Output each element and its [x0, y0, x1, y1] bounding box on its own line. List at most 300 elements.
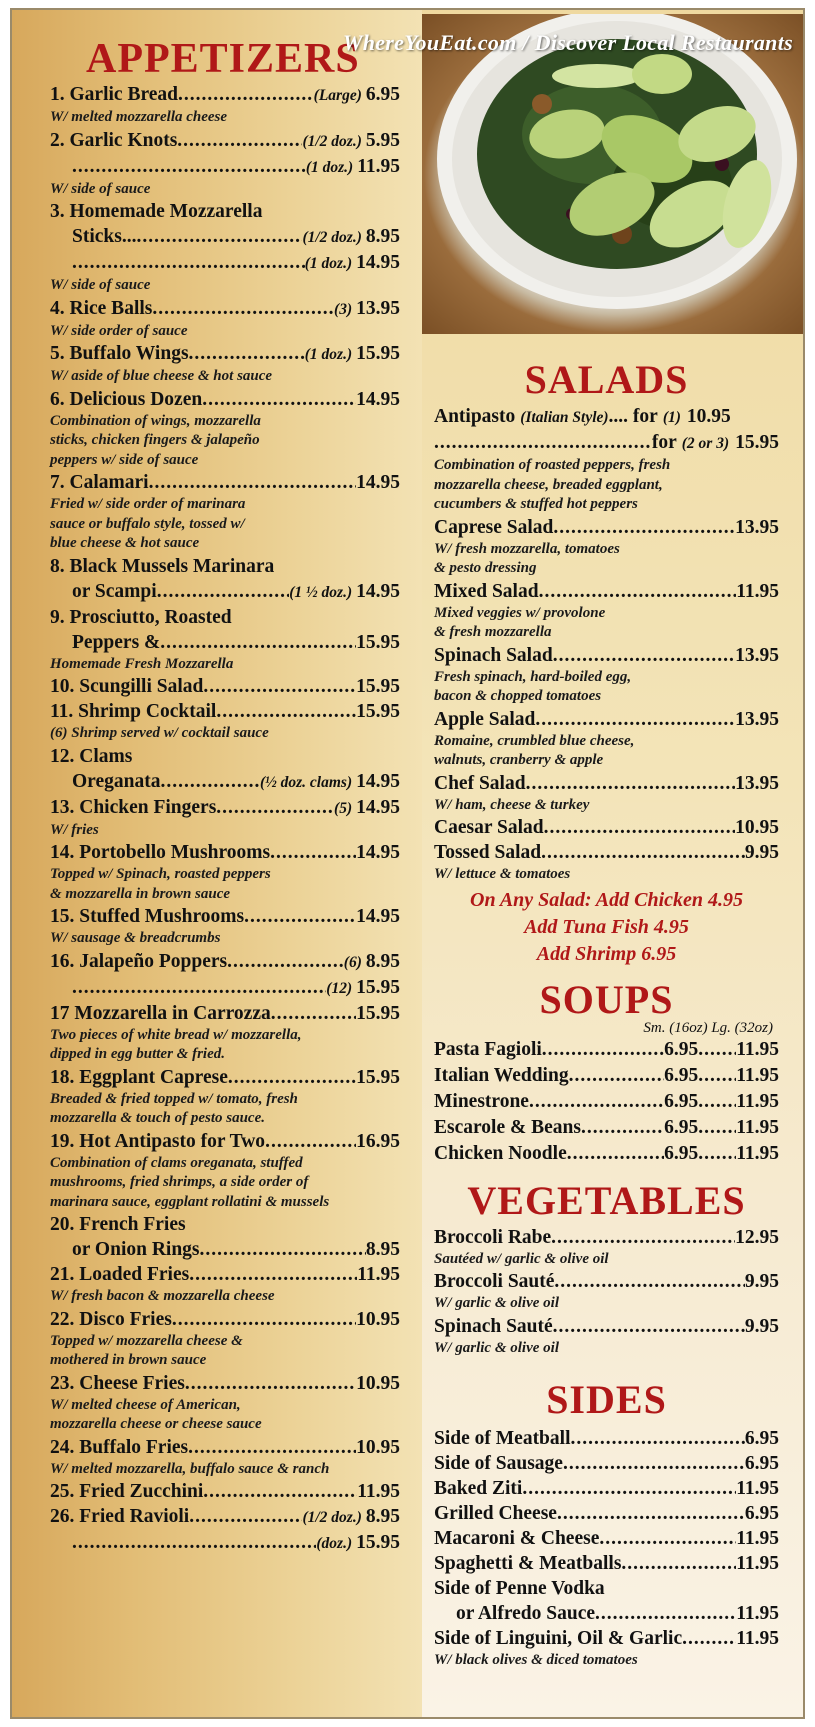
item-name: Side of Linguini, Oil & Garlic	[434, 1628, 683, 1649]
addon-tuna: Add Tuna Fish 4.95	[524, 915, 689, 938]
leader-dots	[72, 250, 305, 275]
leader-dots	[203, 674, 356, 699]
leader-dots	[551, 1225, 735, 1250]
leader-dots	[136, 224, 302, 249]
side-item	[434, 1476, 779, 1501]
salad-item	[434, 707, 779, 771]
item-price: 14.95	[356, 388, 400, 410]
item-name: 5. Buffalo Wings	[50, 343, 189, 364]
antipasto-desc: Combination of roasted peppers, fresh	[434, 457, 671, 473]
item-name: 15. Stuffed Mushrooms	[50, 906, 245, 927]
appetizer-item	[50, 605, 400, 675]
item-name-line	[50, 199, 400, 224]
antipasto-price-2: 15.95	[735, 432, 779, 453]
vegetable-item	[434, 1269, 779, 1314]
item-description: Topped w/ mozzarella cheese &	[50, 1332, 243, 1349]
appetizer-item	[50, 1129, 400, 1213]
item-price: 13.95	[735, 644, 779, 666]
salads-title: SALADS	[524, 357, 689, 402]
menu-item-line	[434, 1476, 779, 1501]
item-name-line	[434, 1576, 779, 1601]
right-column	[422, 10, 805, 1717]
leader-dots	[172, 1307, 356, 1332]
menu-item-line	[50, 1435, 400, 1460]
leader-dots	[621, 1551, 736, 1576]
item-description: W/ melted mozzarella, buffalo sauce & ranch	[50, 1460, 330, 1477]
item-price: 14.95	[356, 580, 400, 602]
item-price: 15.95	[356, 1532, 400, 1553]
leader-dots	[599, 1526, 736, 1551]
menu-item-line	[50, 341, 400, 367]
soup-small-price: 6.95	[664, 1064, 699, 1086]
item-description: marinara sauce, eggplant rollatini & mussels	[50, 1193, 330, 1210]
soup-item	[434, 1141, 779, 1167]
leader-dots	[216, 795, 334, 820]
appetizer-item	[50, 795, 400, 841]
vegetable-item	[434, 1314, 779, 1359]
item-price: 8.95	[365, 226, 400, 247]
side-item	[434, 1451, 779, 1476]
item-price: 11.95	[736, 580, 779, 602]
item-description: blue cheese & hot sauce	[50, 535, 200, 551]
leader-dots	[698, 1115, 736, 1141]
menu-item-line	[50, 1262, 400, 1287]
appetizer-item	[50, 699, 400, 744]
item-description: W/ garlic & olive oil	[434, 1339, 559, 1356]
item-name: 8. Black Mussels Marinara	[50, 555, 275, 577]
leader-dots	[228, 1065, 356, 1090]
item-price: 11.95	[736, 1603, 779, 1624]
item-description: Combination of clams oreganata, stuffed	[50, 1154, 303, 1171]
appetizer-item	[50, 296, 400, 342]
watermark: WhereYouEat.com / Discover Local Restaurants	[342, 30, 793, 55]
menu-item-line	[50, 904, 400, 929]
item-name: Chicken Noodle	[434, 1142, 567, 1164]
appetizer-item	[50, 341, 400, 387]
appetizer-item	[50, 1435, 400, 1480]
item-description: dipped in egg butter & fried.	[50, 1046, 225, 1062]
item-description: Two pieces of white bread w/ mozzarella,	[50, 1026, 302, 1043]
leader-dots	[72, 154, 306, 179]
leader-dots	[567, 1141, 664, 1167]
menu-item-line	[434, 1526, 779, 1551]
item-price: 6.95	[744, 1503, 779, 1524]
appetizer-item	[50, 1371, 400, 1435]
menu-item-line	[434, 643, 779, 668]
menu-item-line	[50, 387, 400, 412]
item-size: (1/2 doz.)	[302, 1509, 362, 1526]
item-description: Breaded & fried topped w/ tomato, fresh	[50, 1090, 298, 1107]
item-price: 15.95	[356, 343, 400, 364]
item-price: 5.95	[365, 129, 400, 151]
menu-item-line	[50, 250, 400, 276]
leader-dots	[202, 387, 356, 412]
appetizer-item	[50, 199, 400, 296]
soup-item	[434, 1063, 779, 1089]
leader-dots	[541, 840, 745, 865]
item-description: W/ melted mozzarella cheese	[50, 109, 228, 125]
item-name: Oreganata	[72, 770, 161, 792]
item-price: 11.95	[357, 1481, 400, 1502]
item-name: Broccoli Rabe	[434, 1226, 552, 1248]
addon-chicken: On Any Salad: Add Chicken 4.95	[470, 888, 743, 911]
item-name: 14. Portobello Mushrooms	[50, 842, 271, 863]
leader-dots	[189, 1504, 302, 1529]
leader-dots	[529, 1089, 664, 1115]
leader-dots	[178, 82, 314, 107]
item-name: Chef Salad	[434, 772, 526, 794]
item-name: 1. Garlic Bread	[50, 84, 178, 105]
item-size: (12)	[326, 979, 353, 997]
item-size: (1 doz.)	[304, 346, 353, 363]
menu-item-line	[50, 1479, 400, 1504]
menu-item-line	[434, 1601, 779, 1626]
antipasto-for-2: for	[651, 432, 677, 453]
item-description: W/ side order of sauce	[50, 322, 188, 339]
item-size: (1 doz.)	[304, 255, 353, 272]
menu-item-line	[434, 515, 779, 540]
item-price: 14.95	[356, 906, 400, 927]
appetizer-item	[50, 470, 400, 554]
leader-dots	[526, 771, 736, 796]
item-description: Fresh spinach, hard-boiled egg,	[434, 668, 632, 685]
item-name: 23. Cheese Fries	[50, 1372, 185, 1394]
item-description: W/ fresh mozzarella, tomatoes	[434, 540, 620, 557]
item-price: 15.95	[356, 1002, 400, 1024]
item-name: Side of Penne Vodka	[434, 1578, 605, 1599]
item-price: 10.95	[356, 1436, 400, 1458]
leader-dots	[595, 1601, 736, 1626]
menu-item-line	[50, 975, 400, 1001]
item-name: 12. Clams	[50, 745, 133, 767]
antipasto-size-2: (2 or 3)	[681, 435, 730, 452]
item-name: Italian Wedding	[434, 1064, 569, 1086]
item-size: (6)	[343, 953, 362, 971]
item-name: 6. Delicious Dozen	[50, 388, 203, 410]
item-price: 10.95	[356, 1372, 400, 1394]
item-price: 9.95	[744, 1271, 779, 1292]
item-price: 8.95	[365, 1239, 400, 1260]
menu-item-line	[434, 1501, 779, 1526]
salad-item	[434, 579, 779, 643]
soup-large-price: 11.95	[736, 1116, 779, 1138]
soups-title: SOUPS	[539, 976, 674, 1022]
item-description: mushrooms, fried shrimps, a side order of	[50, 1174, 309, 1190]
item-size: (1 doz.)	[305, 158, 354, 176]
menu-item-line	[50, 795, 400, 821]
item-description: mozzarella & touch of pesto sauce.	[50, 1110, 266, 1126]
item-price: 14.95	[356, 842, 400, 863]
antipasto-desc-3: cucumbers & stuffed hot peppers	[434, 496, 638, 512]
leader-dots	[698, 1089, 736, 1115]
item-name-line	[50, 1212, 400, 1237]
item-price: 9.95	[744, 1315, 779, 1337]
leader-dots	[698, 1037, 736, 1063]
item-size: (5)	[334, 799, 353, 817]
menu-item-line	[50, 470, 400, 495]
item-description: W/ sausage & breadcrumbs	[50, 930, 221, 946]
menu-item-line	[50, 1065, 400, 1090]
menu-item-line	[50, 949, 400, 975]
sides-title: SIDES	[546, 1377, 667, 1422]
side-item	[434, 1501, 779, 1526]
item-description: bacon & chopped tomatoes	[434, 688, 602, 704]
salad-item	[434, 643, 779, 707]
item-price: 13.95	[356, 297, 400, 319]
item-name: Apple Salad	[434, 708, 536, 730]
leader-dots	[698, 1141, 736, 1167]
item-description: Topped w/ Spinach, roasted peppers	[50, 866, 271, 882]
soup-small-price: 6.95	[664, 1090, 699, 1112]
item-name: Minestrone	[434, 1090, 529, 1112]
salad-antipasto: Antipasto (Italian Style) .... for (1) 10.95 ..... for (2 or 3) 15.95 Combination of roasted peppers, fresh mozzarella cheese, breaded eggplant, cucumbers & stuffed hot peppers	[434, 404, 779, 515]
salad-photo	[422, 14, 805, 334]
leader-dots	[189, 341, 305, 366]
leader-dots	[554, 1269, 744, 1294]
item-name: or Scampi	[72, 580, 157, 602]
salad-bowl-image	[422, 14, 805, 334]
item-price: 8.95	[365, 950, 400, 972]
vegetables-list	[434, 1225, 779, 1359]
leader-dots	[200, 1237, 366, 1262]
item-name: 19. Hot Antipasto for Two	[50, 1130, 266, 1152]
soup-small-price: 6.95	[664, 1142, 699, 1164]
item-name: 25. Fried Zucchini	[50, 1481, 204, 1502]
leader-dots	[189, 1262, 357, 1287]
leader-dots	[271, 1001, 356, 1026]
leader-dots	[698, 1063, 736, 1089]
appetizer-item	[50, 82, 400, 128]
item-name-line	[50, 554, 400, 579]
item-name: Broccoli Sauté	[434, 1271, 555, 1292]
menu-item-line	[50, 630, 400, 655]
item-price: 14.95	[356, 252, 400, 273]
item-name: 9. Prosciutto, Roasted	[50, 606, 232, 628]
item-price: 9.95	[744, 842, 779, 863]
item-price: 15.95	[356, 676, 400, 697]
leader-dots	[553, 643, 735, 668]
leader-dots	[535, 707, 735, 732]
soup-large-price: 11.95	[736, 1142, 779, 1164]
item-name: 22. Disco Fries	[50, 1308, 172, 1330]
leader-dots	[265, 1129, 356, 1154]
item-price: 11.95	[736, 1628, 779, 1649]
item-price: 10.95	[356, 1308, 400, 1330]
addon-shrimp: Add Shrimp 6.95	[536, 942, 677, 965]
menu-item-line	[50, 82, 400, 108]
vegetable-item	[434, 1225, 779, 1270]
menu-item-line	[50, 224, 400, 250]
antipasto-for: for	[632, 406, 658, 427]
menu-item-line	[50, 1307, 400, 1332]
leader-dots	[569, 1063, 664, 1089]
soup-item	[434, 1037, 779, 1063]
item-description: W/ garlic & olive oil	[434, 1295, 559, 1311]
item-price: 12.95	[735, 1226, 779, 1248]
appetizer-item	[50, 840, 400, 904]
item-name: 7. Calamari	[50, 472, 149, 493]
item-name: Tossed Salad	[434, 842, 542, 863]
item-name: or Onion Rings	[72, 1239, 200, 1260]
item-description: W/ side of sauce	[50, 180, 151, 197]
menu-item-line	[50, 154, 400, 180]
appetizer-item	[50, 387, 400, 471]
salad-item	[434, 840, 779, 885]
item-description: Homemade Fresh Mozzarella	[50, 655, 234, 672]
leader-dots	[149, 470, 357, 495]
menu-item-line	[434, 1626, 779, 1651]
item-price: 11.95	[736, 1528, 779, 1549]
item-description: Mixed veggies w/ provolone	[434, 604, 606, 621]
leader-dots	[216, 699, 356, 724]
item-size: (3)	[334, 300, 353, 318]
item-name: 11. Shrimp Cocktail	[50, 701, 217, 722]
item-description: W/ melted cheese of American,	[50, 1396, 241, 1413]
appetizer-item	[50, 1001, 400, 1065]
leader-dots	[539, 579, 737, 604]
item-description: mothered in brown sauce	[50, 1352, 207, 1368]
item-name: 4. Rice Balls	[50, 297, 153, 319]
leader-dots	[581, 1115, 664, 1141]
item-name: Macaroni & Cheese	[434, 1528, 600, 1549]
antipasto-style: (Italian Style)	[520, 409, 609, 426]
leader-dots	[160, 630, 356, 655]
item-price: 16.95	[356, 1130, 400, 1152]
salads-list	[434, 515, 779, 885]
soups-size-header: Sm. (16oz) Lg. (32oz)	[643, 1019, 773, 1036]
leader-dots	[553, 515, 735, 540]
appetizer-item	[50, 1479, 400, 1504]
soup-item	[434, 1089, 779, 1115]
appetizer-item	[50, 1065, 400, 1129]
item-price: 13.95	[735, 516, 779, 538]
item-description: sauce or buffalo style, tossed w/	[50, 515, 245, 532]
leader-dots	[177, 128, 302, 153]
side-item	[434, 1576, 779, 1626]
item-description: W/ black olives & diced tomatoes	[434, 1652, 638, 1668]
item-description: (6) Shrimp served w/ cocktail sauce	[50, 725, 269, 741]
leader-dots	[557, 1501, 745, 1526]
item-description: W/ side of sauce	[50, 277, 151, 293]
leader-dots	[160, 769, 260, 794]
item-size: (1 ½ doz.)	[289, 583, 353, 601]
item-name: 13. Chicken Fingers	[50, 796, 217, 818]
item-description: Romaine, crumbled blue cheese,	[434, 732, 635, 749]
salad-addons	[434, 887, 779, 968]
item-price: 6.95	[744, 1428, 779, 1449]
item-price: 15.95	[356, 1066, 400, 1088]
item-price: 14.95	[356, 796, 400, 818]
sides-list	[434, 1426, 779, 1671]
menu-item-line	[50, 128, 400, 154]
menu-item-line	[50, 1530, 400, 1556]
menu-item-line	[434, 1451, 779, 1476]
leader-dots	[188, 1435, 356, 1460]
menu-item-line	[434, 1314, 779, 1339]
item-description: Sautéed w/ garlic & olive oil	[434, 1250, 609, 1267]
leader-dots	[542, 1037, 664, 1063]
item-description: peppers w/ side of sauce	[50, 451, 199, 468]
item-name: Spaghetti & Meatballs	[434, 1553, 622, 1574]
item-name: Caesar Salad	[434, 817, 544, 838]
menu-item-line	[434, 1551, 779, 1576]
soup-large-price: 11.95	[736, 1090, 779, 1112]
side-item	[434, 1426, 779, 1451]
antipasto-price: 10.95	[686, 406, 731, 427]
menu-item-line	[50, 1371, 400, 1396]
item-name-line	[50, 744, 400, 769]
item-name: Grilled Cheese	[434, 1503, 557, 1524]
menu-item-line	[434, 771, 779, 796]
item-name: 20. French Fries	[50, 1214, 186, 1235]
item-price: 11.95	[736, 1553, 779, 1574]
menu-item-line	[434, 1225, 779, 1250]
leader-dots	[544, 815, 736, 840]
item-description: Fried w/ side order of marinara	[50, 496, 246, 512]
item-price: 15.95	[356, 631, 400, 653]
soup-small-price: 6.95	[664, 1038, 699, 1060]
item-price: 13.95	[735, 772, 779, 794]
menu-item-line	[50, 579, 400, 605]
leader-dots	[563, 1451, 745, 1476]
item-price: 6.95	[365, 84, 400, 105]
item-name: 18. Eggplant Caprese	[50, 1066, 228, 1088]
appetizers-column	[12, 10, 422, 1717]
menu-item-line	[50, 699, 400, 724]
appetizer-item	[50, 674, 400, 699]
menu-item-line	[434, 840, 779, 865]
item-size: (doz.)	[316, 1535, 353, 1552]
soup-item	[434, 1115, 779, 1141]
leader-dots	[152, 296, 334, 321]
menu-item-line	[434, 707, 779, 732]
item-price: 6.95	[744, 1453, 779, 1474]
appetizer-item	[50, 949, 400, 1001]
item-price: 11.95	[357, 1264, 400, 1285]
salad-item	[434, 771, 779, 816]
item-description: & mozzarella in brown sauce	[50, 885, 231, 902]
item-name: Spinach Sauté	[434, 1315, 553, 1337]
item-description: W/ aside of blue cheese & hot sauce	[50, 368, 273, 384]
appetizer-item	[50, 1262, 400, 1307]
item-description: Combination of wings, mozzarella	[50, 412, 261, 429]
side-item	[434, 1526, 779, 1551]
menu-item-line	[434, 1269, 779, 1294]
item-description: & pesto dressing	[434, 560, 537, 576]
item-price: 11.95	[357, 155, 400, 177]
antipasto-desc-2: mozzarella cheese, breaded eggplant,	[434, 476, 663, 493]
item-description: W/ ham, cheese & turkey	[434, 796, 590, 813]
item-name: 21. Loaded Fries	[50, 1264, 190, 1285]
leader-dots	[227, 949, 344, 974]
menu-item-line	[50, 1504, 400, 1530]
appetizer-item	[50, 744, 400, 795]
leader-dots	[185, 1371, 356, 1396]
appetizer-item	[50, 128, 400, 200]
soups-list	[434, 1037, 779, 1167]
item-name: 26. Fried Ravioli	[50, 1506, 190, 1527]
appetizer-item	[50, 1307, 400, 1371]
menu-item-line	[50, 674, 400, 699]
menu-page	[10, 8, 805, 1719]
item-description: & fresh mozzarella	[434, 624, 552, 640]
appetizer-item	[50, 904, 400, 949]
soup-small-price: 6.95	[664, 1116, 699, 1138]
antipasto-name: Antipasto	[434, 406, 516, 427]
menu-item-line	[50, 1129, 400, 1154]
menu-item-line	[50, 1001, 400, 1026]
leader-dots	[72, 975, 326, 1000]
